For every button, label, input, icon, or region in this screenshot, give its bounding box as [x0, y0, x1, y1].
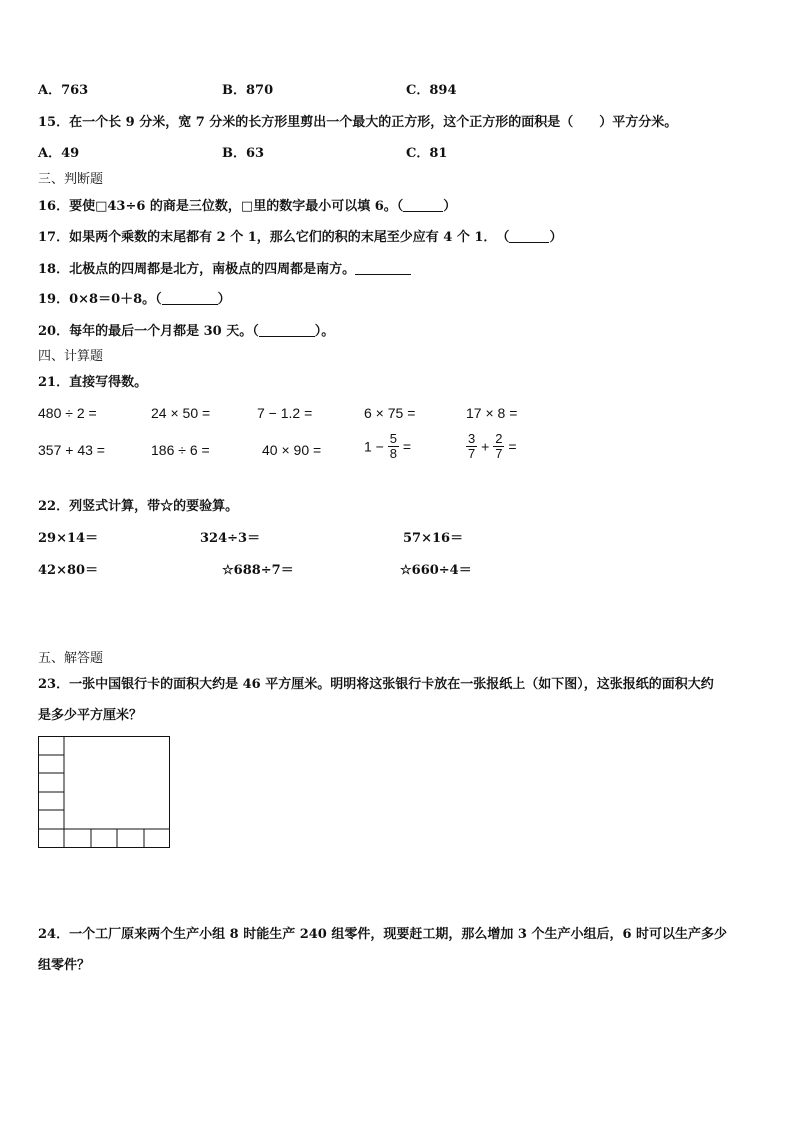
q15-question: 15．在一个长 9 分米，宽 7 分米的长方形里剪出一个最大的正方形，这个正方形的面积是（ ）平方分米。 [38, 115, 678, 130]
q14-option-b: B．870 [222, 83, 274, 98]
q18-text: 18．北极点的四周都是北方，南极点的四周都是南方。 [38, 262, 356, 277]
q22-item: 57×16＝ [403, 531, 464, 546]
q20-close: ）。 [314, 324, 335, 339]
section-title-word-problems: 五、解答题 [38, 651, 104, 666]
q22-item: 42×80＝ [38, 563, 99, 578]
q21-item: 40 × 90 = [262, 442, 322, 458]
q21-frac2-a [466, 432, 477, 461]
q21-fraction-item-1 [364, 432, 411, 461]
q21-item: 480 ÷ 2 = [38, 405, 97, 421]
q20-answer-blank[interactable] [259, 322, 315, 337]
q21-frac2-b [493, 432, 504, 461]
q21-title: 21．直接写得数。 [38, 375, 148, 390]
q21-frac1 [388, 432, 399, 461]
q23-question-line-2: 是多少平方厘米？ [38, 708, 143, 723]
q19-text: 19．0×8＝0＋8。（ [38, 292, 162, 307]
q22-item: 324÷3＝ [200, 531, 261, 546]
q21-frac2-numerator-a: 3 [468, 431, 476, 446]
q15-option-c: C．81 [406, 146, 448, 161]
q19-answer-blank[interactable] [162, 290, 218, 305]
q17-answer-blank[interactable] [509, 228, 549, 243]
q18-answer-blank[interactable] [355, 260, 411, 275]
q21-frac1-equals: = [402, 438, 412, 455]
q16-question [38, 197, 456, 216]
q22-item: ☆660÷4＝ [400, 563, 472, 578]
q21-item: 24 × 50 = [151, 405, 211, 421]
q21-frac1-denominator: 8 [389, 446, 397, 461]
q21-frac2-denominator-b: 7 [495, 446, 503, 461]
q22-item: 29×14＝ [38, 531, 99, 546]
section-title-judgement: 三、判断题 [38, 172, 104, 187]
q19-close: ） [217, 292, 231, 307]
q16-close: ） [443, 199, 457, 214]
q17-close: ） [549, 230, 563, 245]
newspaper-card-diagram [38, 736, 170, 848]
q21-frac1-numerator: 5 [389, 431, 397, 446]
q14-option-c: C．894 [406, 83, 457, 98]
q21-frac2-denominator-a: 7 [468, 446, 476, 461]
q21-item: 357 + 43 = [38, 442, 105, 458]
q21-frac2-plus: + [481, 438, 490, 455]
q20-question [38, 322, 334, 341]
q17-question [38, 228, 562, 247]
q20-text: 20．每年的最后一个月都是 30 天。（ [38, 324, 259, 339]
q21-item: 6 × 75 = [364, 405, 416, 421]
q15-option-b: B．63 [222, 146, 265, 161]
section-title-calculation: 四、计算题 [38, 349, 104, 364]
q21-item: 7 − 1.2 = [257, 405, 313, 421]
q19-question [38, 290, 231, 309]
q16-text: 16．要使□43÷6 的商是三位数，□里的数字最小可以填 6。（ [38, 199, 404, 214]
q23-question-line-1: 23．一张中国银行卡的面积大约是 46 平方厘米。明明将这张银行卡放在一张报纸上（如下图），这张报纸的面积大约 [38, 677, 714, 692]
q18-question [38, 260, 411, 279]
q21-frac1-lead: 1 − [364, 438, 384, 455]
q24-question-line-2: 组零件？ [38, 958, 91, 973]
q21-frac2-numerator-b: 2 [495, 431, 503, 446]
q14-option-a: A．763 [38, 83, 89, 98]
q17-text: 17．如果两个乘数的末尾都有 2 个 1，那么它们的积的末尾至少应有 4 个 1． （ [38, 230, 510, 245]
q22-item: ☆688÷7＝ [222, 563, 294, 578]
q24-question-line-1: 24．一个工厂原来两个生产小组 8 时能生产 240 组零件，现要赶工期，那么增加 3 个生产小组后，6 时可以生产多少 [38, 927, 728, 942]
q16-answer-blank[interactable] [403, 197, 443, 212]
q21-frac2-equals: = [508, 438, 517, 455]
q21-item: 17 × 8 = [466, 405, 518, 421]
q22-title: 22．列竖式计算，带☆的要验算。 [38, 499, 239, 514]
q15-option-a: A．49 [38, 146, 80, 161]
q21-fraction-item-2 [466, 432, 517, 461]
q21-item: 186 ÷ 6 = [151, 442, 210, 458]
